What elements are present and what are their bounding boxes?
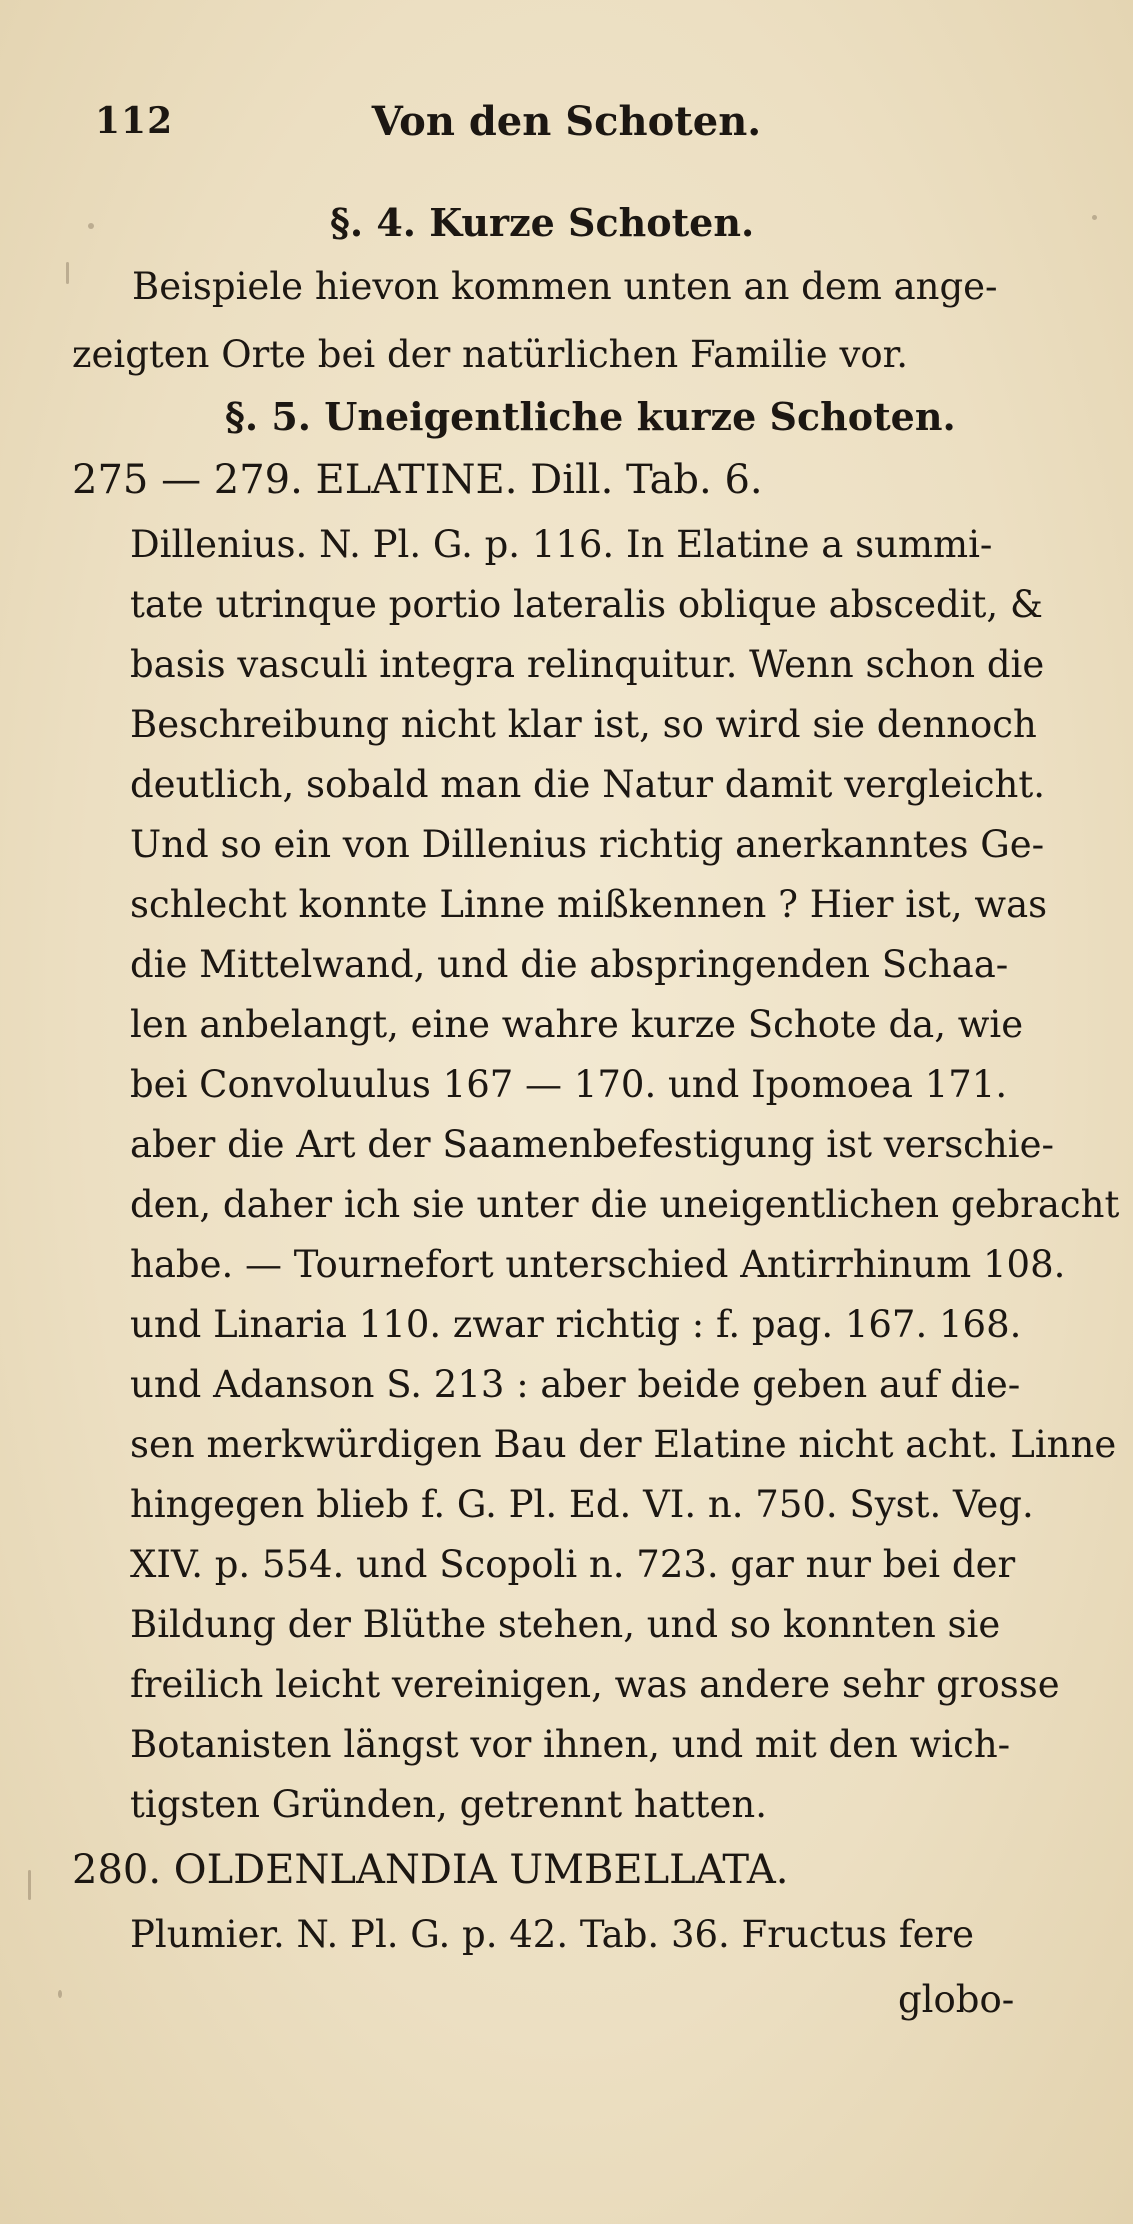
- paper-speck: [88, 223, 94, 229]
- entry-elatine-heading: 275 — 279. ELATINE. Dill. Tab. 6.: [72, 457, 763, 503]
- catchword: globo-: [898, 1978, 1015, 2021]
- text-line: schlecht konnte Linne mißkennen ? Hier ist, was: [130, 883, 1048, 926]
- paper-speck: [28, 1870, 31, 1900]
- paper-speck: [1092, 215, 1097, 220]
- text-line: habe. — Tournefort unterschied Antirrhinum 108.: [130, 1243, 1066, 1286]
- text-line: den, daher ich sie unter die uneigentlichen gebracht: [130, 1183, 1120, 1226]
- running-head: Von den Schoten.: [371, 98, 762, 145]
- text-line: Plumier. N. Pl. G. p. 42. Tab. 36. Fructus fere: [130, 1913, 975, 1956]
- paper-speck: [66, 262, 69, 284]
- page-number: 112: [95, 100, 174, 142]
- text-line: Beispiele hievon kommen unten an dem ange-: [132, 265, 998, 308]
- text-line: basis vasculi integra relinquitur. Wenn schon die: [130, 643, 1045, 686]
- text-line: aber die Art der Saamenbefestigung ist verschie-: [130, 1123, 1054, 1166]
- text-line: hingegen blieb f. G. Pl. Ed. VI. n. 750. Syst. Veg.: [130, 1483, 1034, 1526]
- text-line: tigsten Gründen, getrennt hatten.: [130, 1783, 768, 1826]
- text-line: deutlich, sobald man die Natur damit vergleicht.: [130, 763, 1046, 806]
- text-line: die Mittelwand, und die abspringenden Schaa-: [130, 943, 1009, 986]
- text-line: Und so ein von Dillenius richtig anerkanntes Ge-: [130, 823, 1045, 866]
- text-line: zeigten Orte bei der natürlichen Familie vor.: [72, 333, 909, 376]
- text-line: Bildung der Blüthe stehen, und so konnten sie: [130, 1603, 1001, 1646]
- paper-speck: [58, 1990, 62, 1998]
- text-line: Dillenius. N. Pl. G. p. 116. In Elatine a summi-: [130, 523, 993, 566]
- text-line: Botanisten längst vor ihnen, und mit den wich-: [130, 1723, 1011, 1766]
- text-line: Beschreibung nicht klar ist, so wird sie dennoch: [130, 703, 1037, 746]
- text-line: freilich leicht vereinigen, was andere sehr grosse: [130, 1663, 1060, 1706]
- text-line: und Adanson S. 213 : aber beide geben auf die-: [130, 1363, 1021, 1406]
- text-line: tate utrinque portio lateralis oblique abscedit, &: [130, 583, 1043, 626]
- page-header: [95, 92, 1038, 152]
- text-line: bei Convoluulus 167 — 170. und Ipomoea 171.: [130, 1063, 1008, 1106]
- text-line: XIV. p. 554. und Scopoli n. 723. gar nur bei der: [130, 1543, 1016, 1586]
- text-line: und Linaria 110. zwar richtig : f. pag. 167. 168.: [130, 1303, 1022, 1346]
- text-line: len anbelangt, eine wahre kurze Schote da, wie: [130, 1003, 1024, 1046]
- text-line: sen merkwürdigen Bau der Elatine nicht acht. Linne: [130, 1423, 1117, 1466]
- section-5-heading: §. 5. Uneigentliche kurze Schoten.: [225, 394, 956, 439]
- section-4-heading: §. 4. Kurze Schoten.: [330, 200, 755, 245]
- entry-oldenlandia-heading: 280. OLDENLANDIA UMBELLATA.: [72, 1847, 789, 1893]
